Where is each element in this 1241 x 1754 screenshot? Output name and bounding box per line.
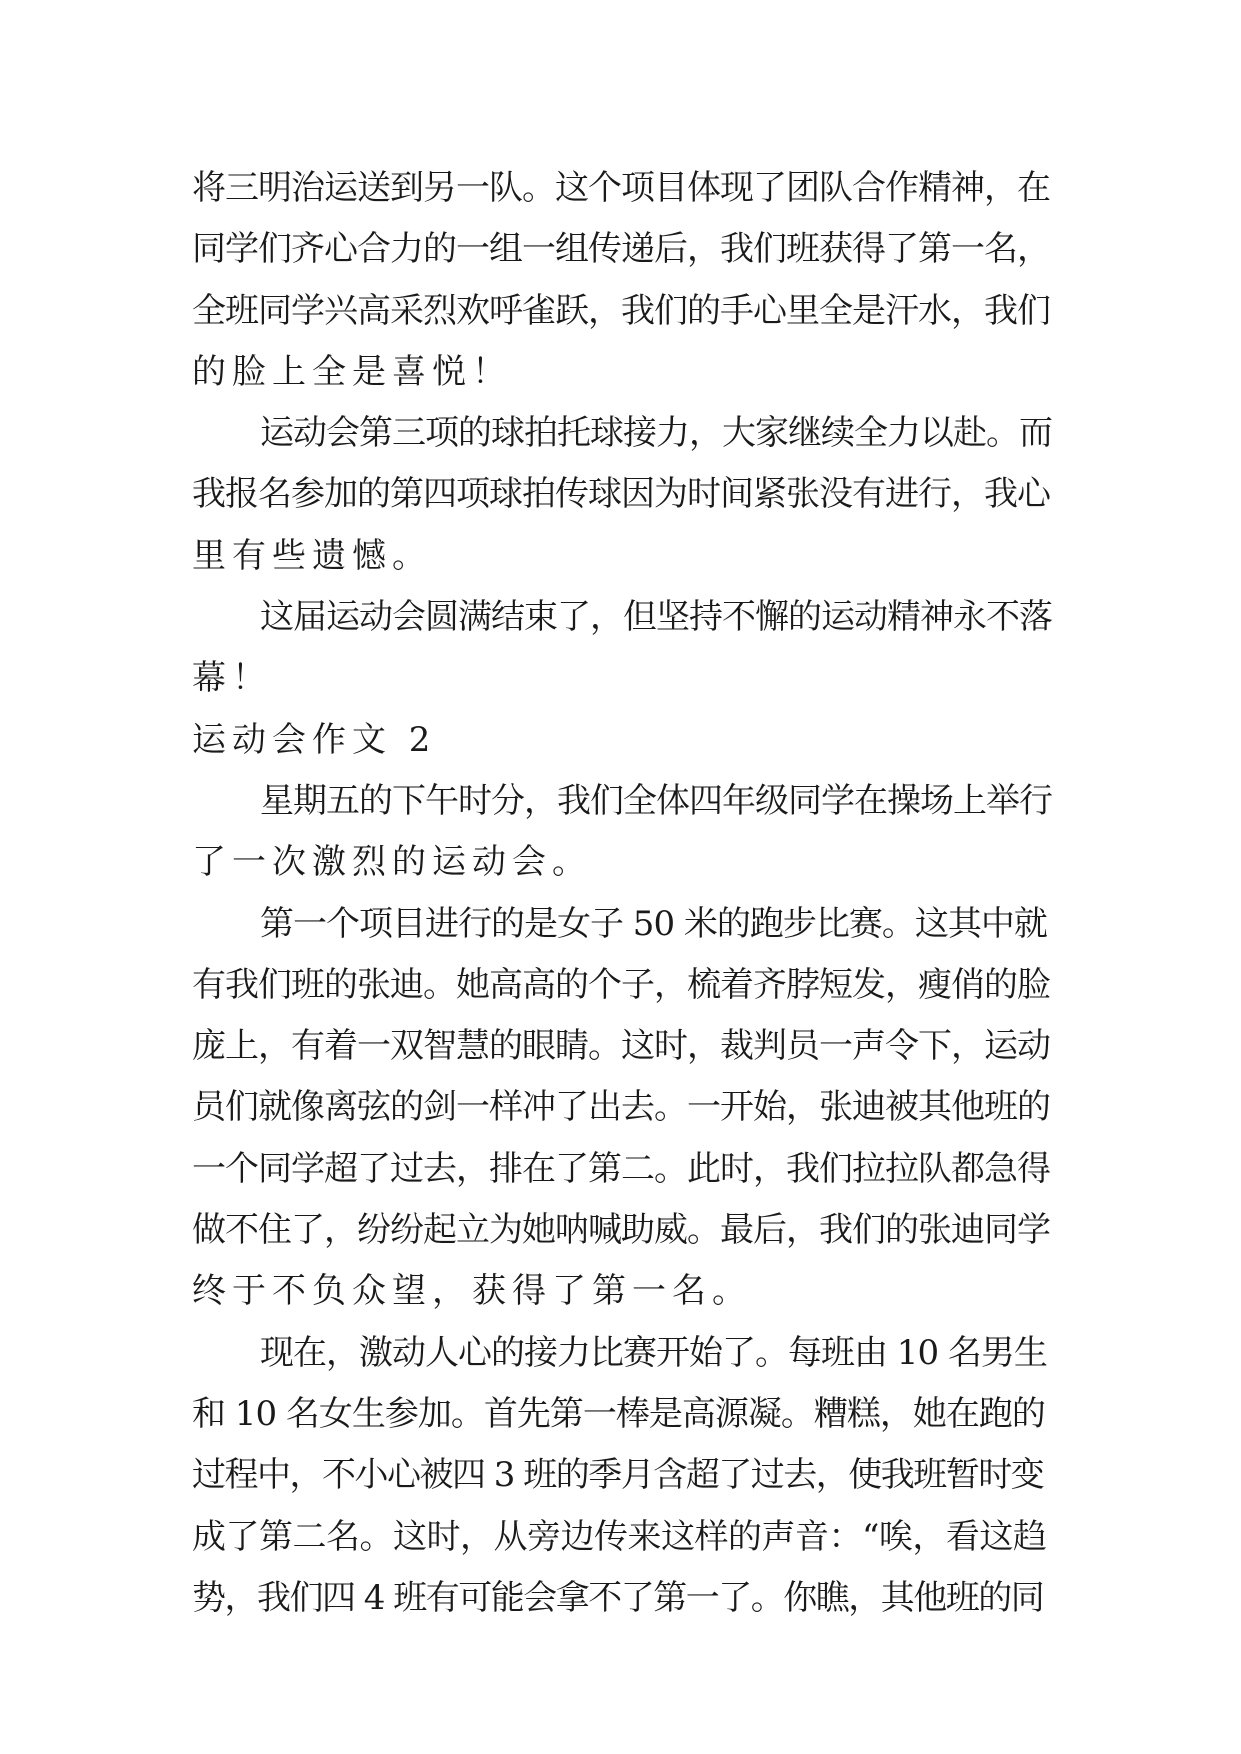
text-line: 一个同学超了过去，排在了第二。此时，我们拉拉队都急得 <box>192 1148 1050 1189</box>
text-line: 终于不负众望，获得了第一名。 <box>192 1271 752 1312</box>
text-line: 的脸上全是喜悦！ <box>192 351 512 392</box>
text-line: 势，我们四 4 班有可能会拿不了第一了。你瞧，其他班的同 <box>192 1577 1044 1618</box>
text-line: 全班同学兴高采烈欢呼雀跃，我们的手心里全是汗水，我们 <box>192 290 1050 331</box>
text-line: 这届运动会圆满结束了，但坚持不懈的运动精神永不落 <box>260 597 1052 638</box>
text-line: 我报名参加的第四项球拍传球因为时间紧张没有进行，我心 <box>192 474 1050 515</box>
text-line: 现在，激动人心的接力比赛开始了。每班由 10 名男生 <box>260 1332 1047 1373</box>
text-line: 星期五的下午时分，我们全体四年级同学在操场上举行 <box>260 780 1052 821</box>
text-line: 运动会第三项的球拍托球接力，大家继续全力以赴。而 <box>260 413 1052 454</box>
essay-body <box>192 158 1052 1629</box>
text-line: 第一个项目进行的是女子 50 米的跑步比赛。这其中就 <box>260 903 1047 944</box>
text-line: 有我们班的张迪。她高高的个子，梳着齐脖短发，瘦俏的脸 <box>192 964 1050 1005</box>
text-line: 庞上，有着一双智慧的眼睛。这时，裁判员一声令下，运动 <box>192 1026 1050 1067</box>
text-line: 做不住了，纷纷起立为她呐喊助威。最后，我们的张迪同学 <box>192 1210 1050 1251</box>
text-line: 将三明治运送到另一队。这个项目体现了团队合作精神，在 <box>192 168 1050 208</box>
text-line: 过程中，不小心被四 3 班的季月含超了过去，使我班暂时变 <box>192 1455 1044 1496</box>
text-line: 同学们齐心合力的一组一组传递后，我们班获得了第一名， <box>192 229 1050 270</box>
text-line: 和 10 名女生参加。首先第一棒是高源凝。糟糕，她在跑的 <box>192 1393 1045 1434</box>
text-line: 成了第二名。这时，从旁边传来这样的声音：“唉，看这趋 <box>192 1516 1047 1557</box>
text-line: 了一次激烈的运动会。 <box>192 842 592 883</box>
text-line: 运动会作文 2 <box>192 719 437 760</box>
text-line: 员们就像离弦的剑一样冲了出去。一开始，张迪被其他班的 <box>192 1087 1050 1128</box>
text-line: 幕！ <box>192 658 272 699</box>
text-line: 里有些遗憾。 <box>192 535 432 576</box>
